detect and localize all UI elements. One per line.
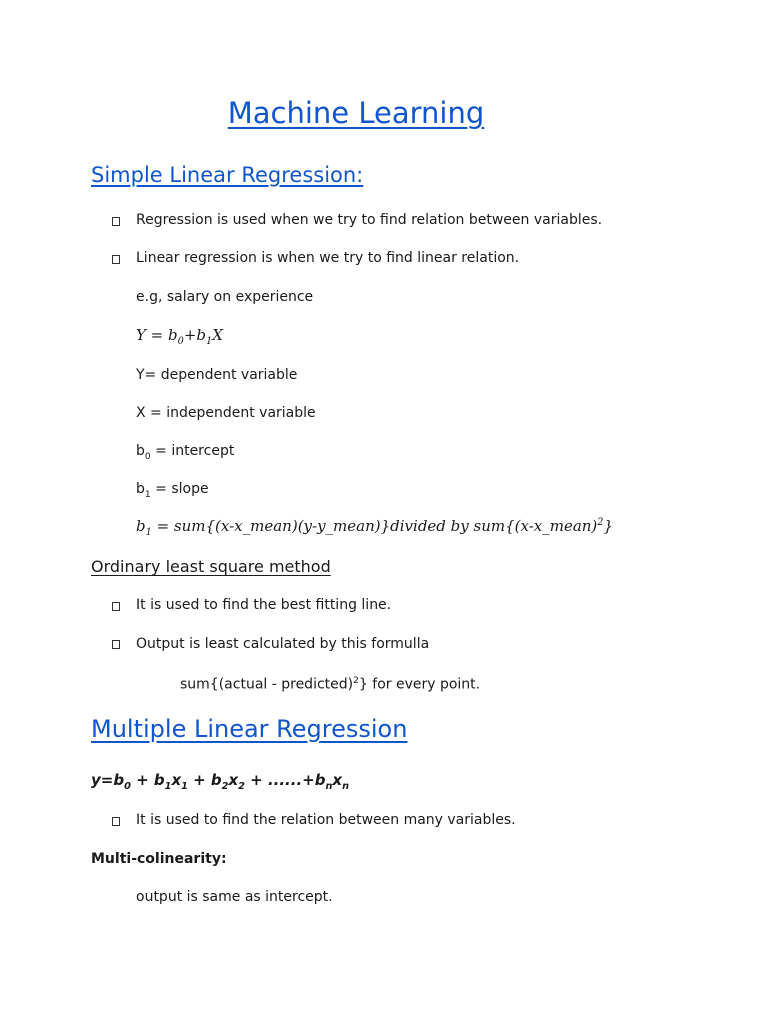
bullet-box-icon bbox=[112, 817, 120, 826]
definition-x: X = independent variable bbox=[136, 405, 316, 421]
bullet-text: Linear regression is when we try to find linear relation. bbox=[136, 250, 520, 266]
bullet-box-icon bbox=[112, 217, 120, 226]
section-heading-multiple-linear-regression: Multiple Linear Regression bbox=[91, 715, 408, 743]
bullet-box-icon bbox=[112, 640, 120, 649]
multi-colinearity-heading: Multi-colinearity: bbox=[91, 851, 227, 867]
definition-b0: $b_0$ = intercept bbox=[136, 443, 235, 462]
section-heading-ols: Ordinary least square method bbox=[91, 557, 331, 576]
multi-colinearity-text: output is same as intercept. bbox=[136, 889, 333, 905]
slope-formula: $b_1$ = sum{(x-x_mean)(y-y_mean)}divided by sum{(x-x_mean)$^2$} bbox=[136, 517, 614, 538]
bullet-text: It is used to find the relation between many variables. bbox=[136, 812, 516, 828]
bullet-text: Regression is used when we try to find relation between variables. bbox=[136, 212, 603, 228]
bullet-text: Output is least calculated by this formulla bbox=[136, 636, 430, 652]
bullet-box-icon bbox=[112, 602, 120, 611]
section-heading-simple-linear-regression: Simple Linear Regression: bbox=[91, 163, 364, 187]
bullet-box-icon bbox=[112, 255, 120, 264]
definition-y: Y= dependent variable bbox=[136, 367, 298, 383]
bullet-text: It is used to find the best fitting line. bbox=[136, 597, 392, 613]
example-text: e.g, salary on experience bbox=[136, 289, 314, 305]
multiple-regression-equation: $y=b_0 + b_1x_1 + b_2x_2 + ......+b_nx_n$ bbox=[91, 771, 350, 792]
page-title: Machine Learning bbox=[227, 96, 485, 130]
definition-b1: $b_1$ = slope bbox=[136, 481, 209, 500]
ols-formula: sum{(actual - predicted)$^2$} for every point. bbox=[180, 676, 481, 693]
linear-equation: $Y = b_0+b_1X$ bbox=[136, 326, 223, 347]
